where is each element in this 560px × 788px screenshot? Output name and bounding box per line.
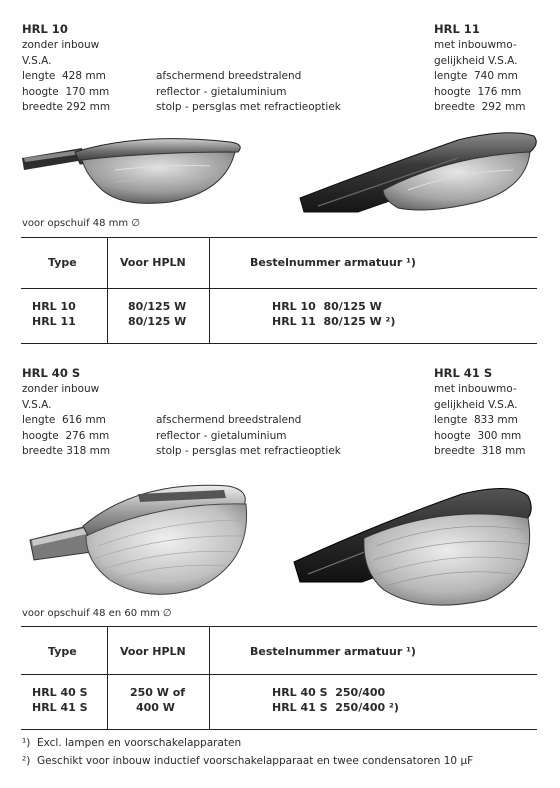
dim-label: breedte <box>434 101 475 113</box>
feature-line: reflector - gietaluminium <box>156 429 287 442</box>
hrl40s-spec-block <box>22 364 99 413</box>
dim-value: 318 mm <box>66 445 111 457</box>
feature-line: reflector - gietaluminium <box>156 85 287 98</box>
features-list <box>156 413 341 460</box>
dim-label: lengte <box>434 70 468 82</box>
spec-line: zonder inbouw <box>22 383 100 395</box>
spec-line: met inbouwmo- <box>434 383 517 395</box>
dim-value: 170 mm <box>65 85 110 98</box>
dim-value: 740 mm <box>473 70 518 82</box>
dim-label: lengte <box>22 414 56 426</box>
dim-value: 292 mm <box>66 101 111 113</box>
col-header-hpln: Voor HPLN <box>120 256 186 269</box>
table-cell-order: HRL 11 80/125 W ²) <box>272 315 396 328</box>
table-cell-type: HRL 10 <box>32 300 76 313</box>
dim-value: 318 mm <box>481 445 526 457</box>
feature-line: stolp - persglas met refractieoptiek <box>156 101 341 113</box>
table-cell-type: HRL 40 S <box>32 686 88 699</box>
dim-value: 300 mm <box>477 429 522 442</box>
hrl11-spec-block <box>434 20 525 116</box>
dim-value: 428 mm <box>61 70 106 82</box>
feature-line: afschermend breedstralend <box>156 70 302 82</box>
hrl10-spec-block <box>22 20 99 69</box>
dim-value: 616 mm <box>61 414 106 426</box>
product-title: HRL 11 <box>434 22 480 36</box>
hrl41s-spec-block <box>434 364 525 460</box>
col-header-order: Bestelnummer armatuur ¹) <box>250 256 416 269</box>
table-cell-order: HRL 10 80/125 W <box>272 300 382 313</box>
hrl41s-lamp-image <box>292 482 542 610</box>
col-header-type: Type <box>48 645 77 658</box>
spec-line: V.S.A. <box>22 54 52 67</box>
dim-label: breedte <box>434 445 475 457</box>
feature-line: afschermend breedstralend <box>156 414 302 426</box>
dim-value: 176 mm <box>477 85 522 98</box>
dim-label: breedte <box>22 445 63 457</box>
spec-line: met inbouwmo- <box>434 39 517 51</box>
table-cell-hpln: 250 W of <box>130 686 186 699</box>
hrl10-dimensions <box>22 69 110 116</box>
spec-line: zonder inbouw <box>22 39 100 51</box>
hrl40s-lamp-image <box>28 476 258 604</box>
product-title: HRL 41 S <box>434 366 493 380</box>
hrl40s-dimensions <box>22 413 110 460</box>
dim-label: hoogte <box>22 85 59 98</box>
product-title: HRL 10 <box>22 22 68 36</box>
dim-label: hoogte <box>434 85 471 98</box>
table-cell-type: HRL 41 S <box>32 701 88 714</box>
dim-label: lengte <box>434 414 468 426</box>
spec-line: V.S.A. <box>22 398 52 411</box>
dim-label: breedte <box>22 101 63 113</box>
product-title: HRL 40 S <box>22 366 81 380</box>
spec-line: gelijkheid V.S.A. <box>434 398 518 411</box>
dim-value: 292 mm <box>481 101 526 113</box>
table-cell-order: HRL 40 S 250/400 <box>272 686 386 699</box>
table-cell-hpln: 80/125 W <box>128 300 187 313</box>
col-header-type: Type <box>48 256 77 269</box>
features-list <box>156 69 341 116</box>
table-cell-hpln: 80/125 W <box>128 315 187 328</box>
col-header-order: Bestelnummer armatuur ¹) <box>250 645 416 658</box>
feature-line: stolp - persglas met refractieoptiek <box>156 445 341 457</box>
hrl11-lamp-image <box>298 128 543 218</box>
dim-label: hoogte <box>22 429 59 442</box>
table-cell-hpln: 400 W <box>136 701 175 714</box>
footnote-1: ¹) Excl. lampen en voorschakelapparaten <box>22 737 242 749</box>
dim-value: 276 mm <box>65 429 110 442</box>
spec-line: gelijkheid V.S.A. <box>434 54 518 67</box>
mount-note: voor opschuif 48 mm ∅ <box>22 218 141 229</box>
col-header-hpln: Voor HPLN <box>120 645 186 658</box>
dim-label: hoogte <box>434 429 471 442</box>
table-cell-type: HRL 11 <box>32 315 76 328</box>
dim-value: 833 mm <box>473 414 518 426</box>
mount-note: voor opschuif 48 en 60 mm ∅ <box>22 608 172 619</box>
hrl10-lamp-image <box>20 130 250 210</box>
dim-label: lengte <box>22 70 56 82</box>
table-cell-order: HRL 41 S 250/400 ²) <box>272 701 399 714</box>
footnote-2: ²) Geschikt voor inbouw inductief voorschakelapparaat en twee condensatoren 10 µF <box>22 755 474 767</box>
